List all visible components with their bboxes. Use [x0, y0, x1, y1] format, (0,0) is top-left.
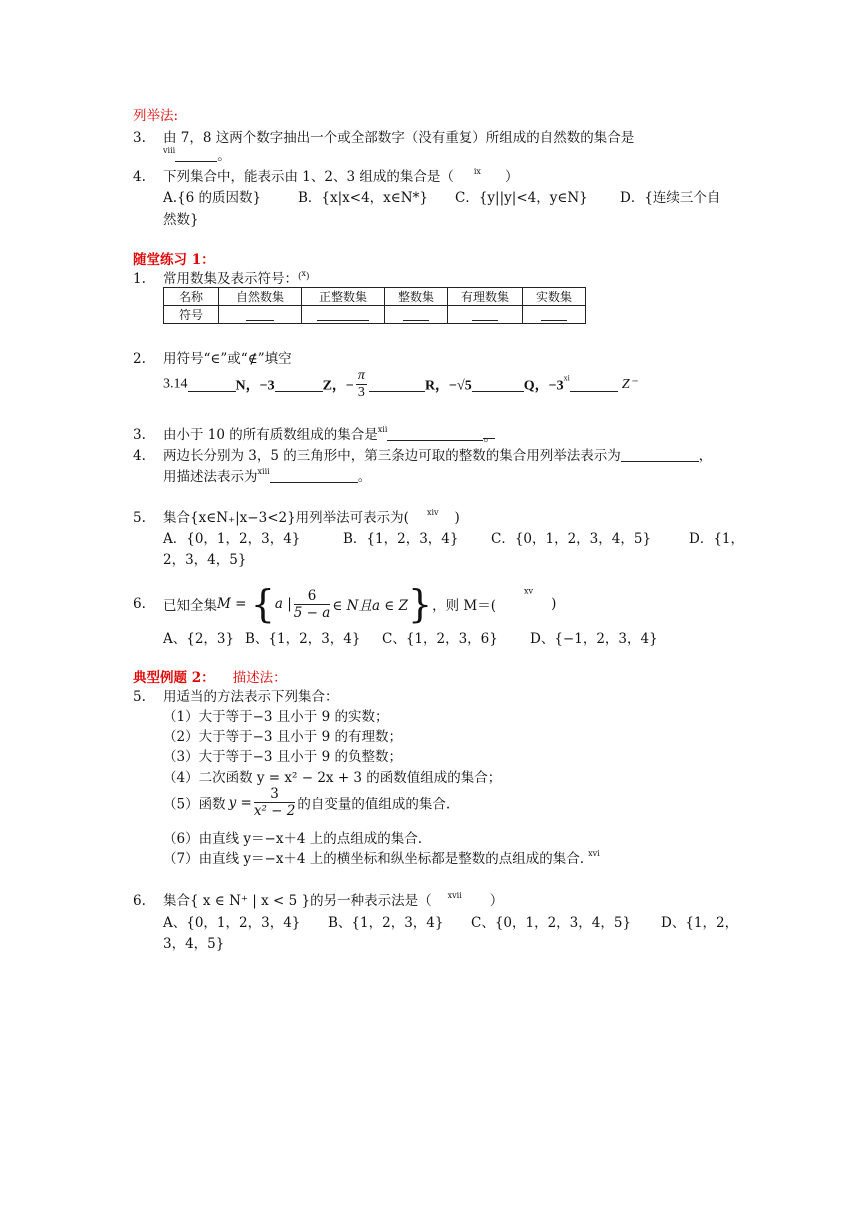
option-d-continued: 2，3，4，5} [163, 552, 247, 568]
practice-question-3: 3. 由小于 10 的所有质数组成的集合是$^{xii}$ 。 [133, 425, 497, 445]
answer-blank [219, 306, 302, 324]
option-a: A．{0，1，2，3，4} [163, 531, 301, 547]
sub-item: （1）大于等于−3 且小于 9 的实数； [163, 709, 389, 725]
option-c: C、{0，1，2，3，4，5} [471, 915, 632, 931]
sub-item-5: （5）函数 y = $\frac{3}{\text{x² − 2}}$ 的自变量的值组成的集合. [163, 786, 451, 819]
endnote-ref: xii [377, 425, 388, 434]
answer-blank [175, 148, 217, 162]
answer-blank [275, 378, 323, 392]
left-brace: { [250, 582, 275, 626]
sub-item: （2）大于等于−3 且小于 9 的有理数； [163, 729, 402, 745]
answer-blank [472, 378, 524, 392]
section-title-enumeration: 列举法: [133, 108, 179, 124]
question-3: 3. 由 7，8 这两个数字抽出一个或全部数字（没有重复）所组成的自然数的集合是 [133, 130, 635, 146]
endnote-ref: ix [473, 167, 481, 176]
option-d: D、{−1，2，3，4} [530, 631, 658, 647]
option-c: C．{0，1，2，3，4，5} [491, 531, 652, 547]
right-brace: } [407, 582, 433, 626]
sub-item: （4）二次函数 y = x² − 2x + 3 的函数值组成的集合； [163, 770, 502, 786]
option-d-continued: 3，4，5} [163, 936, 225, 952]
option-c: C．{y||y|<4，y∈N} [455, 190, 588, 206]
option-a: A.{6 的质因数} [163, 190, 262, 206]
answer-blank [270, 469, 358, 483]
practice-question-6: 6. 已知全集M = {a | $\frac{6}{5 - a}$ ∈ N且a ∈ Z}，则 M＝($^{xv}$) [133, 582, 557, 626]
endnote-ref: xi [563, 373, 570, 383]
number-set-table [163, 287, 586, 324]
answer-blank [302, 306, 385, 324]
sub-item: （3）大于等于−3 且小于 9 的负整数； [163, 749, 402, 765]
option-a: A、{2，3} [163, 631, 235, 647]
option-d: D、{1，2， [661, 915, 739, 931]
option-a: A、{0，1，2，3，4} [163, 915, 301, 931]
answer-blank [387, 427, 483, 441]
fraction-pi-over-3: $\frac{\pi}{3}$ [357, 368, 365, 400]
answer-blank [188, 378, 236, 392]
practice-question-2: 2. 用符号“∈”或“∉”填空 [133, 351, 292, 367]
endnote-ref: x [301, 269, 307, 278]
table-cell: 整数集 [385, 288, 448, 306]
table-row [164, 306, 586, 324]
practice-question-5: 5. 集合{x∈N₊|x−3<2}用列举法可表示为( $^{xiv}$ ) [133, 508, 460, 526]
endnote-ref: xiii [257, 467, 270, 476]
symbol-table [163, 287, 586, 324]
table-cell: 有理数集 [448, 288, 523, 306]
sub-item-7: （7）由直线 y＝−x＋4 上的横坐标和纵坐标都是整数的点组成的集合. $^{xvi}$ [163, 849, 600, 867]
answer-blank [385, 306, 448, 324]
endnote-ref: xvi [588, 849, 600, 858]
option-b: B．{1，2，3，4} [343, 531, 459, 547]
endnote-ref: viii [163, 146, 176, 155]
option-c: C、{1，2，3，6} [382, 631, 498, 647]
section-title-example-2: 典型例题 2： 描述法： [133, 670, 287, 686]
option-b: B．{x|x<4，x∈N*} [298, 190, 428, 206]
answer-blank [621, 448, 699, 462]
question-3-answer-line: $^{viii}$ 。 [163, 146, 231, 164]
option-d: D．{1， [689, 531, 745, 547]
fraction-6-over-5-minus-a: $\frac{6}{5 - a}$ [293, 587, 331, 621]
example-question-6-options [163, 911, 738, 931]
example-question-6: 6. 集合{ x ∈ N⁺ | x < 5 }的另一种表示法是（ $^{xvii}$ ） [133, 891, 504, 909]
endnote-ref: xiv [426, 508, 439, 517]
option-d: D．{连续三个自 [620, 190, 721, 206]
practice-question-2-blanks: 3.14 N，−3 Z，− $\frac{\pi}{3}$ R，−√5 Q，$-3^{xi}$ Z⁻ [163, 368, 638, 400]
section-title-practice-1: 随堂练习 1： [133, 252, 215, 268]
fraction-3-over-x2-minus-2: $\frac{3}{\text{x² − 2}}$ [253, 786, 296, 819]
table-cell: 自然数集 [219, 288, 302, 306]
option-d-continued: 然数} [163, 212, 199, 228]
answer-blank [570, 378, 618, 392]
table-cell: 符号 [164, 306, 219, 324]
practice-question-1: 1. 常用数集及表示符号：$^{(x)}$ [133, 269, 310, 287]
practice-question-5-options [163, 527, 744, 547]
answer-blank [523, 306, 586, 324]
option-b: B、{1，2，3，4} [245, 631, 361, 647]
question-4-options [163, 186, 720, 206]
answer-blank [448, 306, 523, 324]
endnote-ref: xv [524, 586, 534, 596]
option-b: B、{1，2，3，4} [328, 915, 444, 931]
practice-question-4-line2: 用描述法表示为$^{xiii}$ 。 [163, 467, 372, 485]
answer-blank [369, 378, 425, 392]
sub-item: （6）由直线 y＝−x＋4 上的点组成的集合. [163, 831, 423, 847]
table-cell: 实数集 [523, 288, 586, 306]
endnote-ref: xvii [447, 891, 462, 900]
practice-question-6-options [163, 627, 658, 647]
question-4: 4. 下列集合中，能表示由 1、2、3 组成的集合是（ $^{ix}$ ） [133, 167, 519, 185]
table-cell: 名称 [164, 288, 219, 306]
practice-question-4: 4. 两边长分别为 3，5 的三角形中，第三条边可取的整数的集合用列举法表示为 ， [133, 448, 713, 464]
table-cell: 正整数集 [302, 288, 385, 306]
table-header-row [164, 288, 586, 306]
example-question-5: 5. 用适当的方法表示下列集合： [133, 689, 339, 705]
